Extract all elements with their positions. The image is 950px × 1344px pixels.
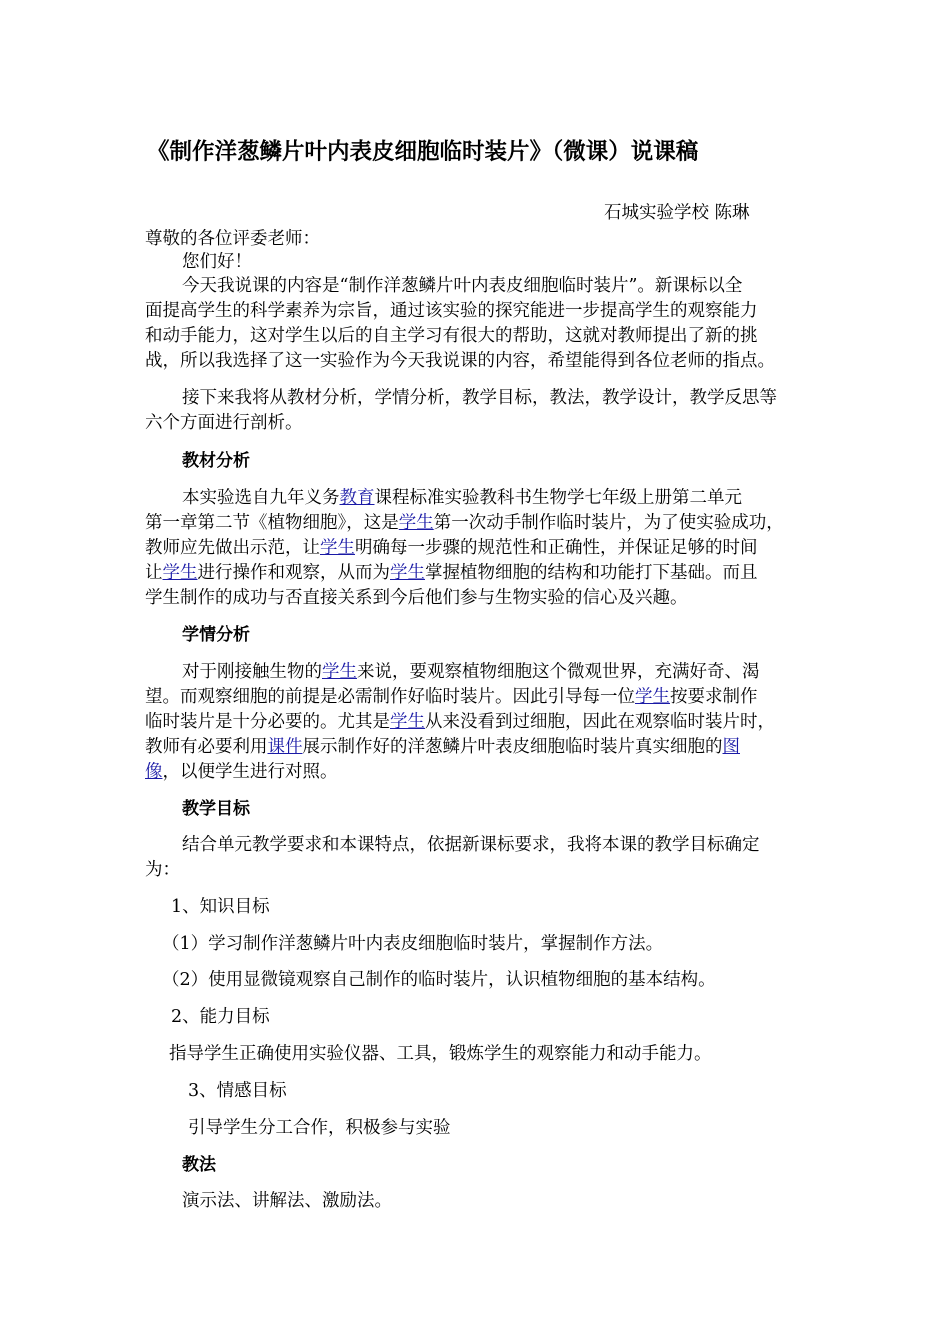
- author-line: 石城实验学校 陈琳: [604, 203, 750, 223]
- text-span: 课程标准实验教科书生物学七年级上册第二单元: [374, 488, 742, 508]
- section-heading-learner: 学情分析: [182, 625, 250, 645]
- link-student[interactable]: 学生: [398, 513, 434, 533]
- emotion-goal-heading: 3、情感目标: [188, 1081, 287, 1101]
- text-span: 第一章第二节《植物细胞》，这是: [145, 513, 399, 533]
- text-span: 展示制作好的洋葱鳞片叶表皮细胞临时装片真实细胞的: [302, 737, 723, 757]
- knowledge-goal-2: （2）使用显微镜观察自己制作的临时装片，认识植物细胞的基本结构。: [162, 970, 716, 990]
- link-student[interactable]: 学生: [322, 662, 357, 682]
- text-span: 望。而观察细胞的前提是必需制作好临时装片。因此引导每一位: [145, 687, 635, 707]
- link-image[interactable]: 图: [722, 737, 740, 757]
- sec1-line-3: [145, 537, 758, 559]
- sec1-line-1: [182, 487, 742, 509]
- emotion-goal-1: 引导学生分工合作，积极参与实验: [188, 1118, 451, 1138]
- intro-line-2: 面提高学生的科学素养为宗旨，通过该实验的探究能进一步提高学生的观察能力: [145, 301, 758, 321]
- section-heading-textbook: 教材分析: [182, 451, 250, 471]
- text-span: 本实验选自九年义务: [182, 488, 340, 508]
- sec1-line-4: [145, 562, 758, 584]
- link-student[interactable]: 学生: [390, 563, 425, 583]
- text-span: 临时装片是十分必要的。尤其是: [145, 712, 390, 732]
- text-span: 按要求制作: [670, 687, 758, 707]
- link-education[interactable]: 教育: [339, 488, 375, 508]
- sec2-line-3: [145, 711, 775, 733]
- sec2-line-1: [182, 661, 760, 683]
- section-heading-objectives: 教学目标: [182, 799, 250, 819]
- sec1-line-5: 学生制作的成功与否直接关系到今后他们参与生物实验的信心及兴趣。: [145, 588, 688, 608]
- section-heading-method: 教法: [182, 1155, 216, 1175]
- text-span: 掌握植物细胞的结构和功能打下基础。而且: [425, 563, 758, 583]
- link-courseware[interactable]: 课件: [267, 737, 303, 757]
- text-span: 进行操作和观察，从而为: [197, 563, 390, 583]
- outline-line-2: 六个方面进行剖析。: [145, 413, 303, 433]
- intro-line-1: 今天我说课的内容是“制作洋葱鳞片叶内表皮细胞临时装片”。新课标以全: [182, 276, 743, 296]
- sec3-line-1: 结合单元教学要求和本课特点，依据新课标要求，我将本课的教学目标确定: [182, 835, 760, 855]
- link-student[interactable]: 学生: [320, 538, 355, 558]
- text-span: ，以便学生进行对照。: [162, 762, 338, 782]
- sec2-line-5: [145, 761, 338, 783]
- text-span: 教师有必要利用: [145, 737, 268, 757]
- greeting: 尊敬的各位评委老师：: [145, 229, 320, 249]
- link-student[interactable]: 学生: [390, 712, 425, 732]
- sec1-line-2: [145, 512, 784, 534]
- hello: 您们好！: [182, 252, 252, 272]
- text-span: 来说，要观察植物细胞这个微观世界，充满好奇、渴: [357, 662, 760, 682]
- method-line-1: 演示法、讲解法、激励法。: [182, 1191, 392, 1211]
- intro-line-3: 和动手能力，这对学生以后的自主学习有很大的帮助，这就对教师提出了新的挑: [145, 326, 758, 346]
- ability-goal-heading: 2、能力目标: [171, 1007, 270, 1027]
- page-title: 《制作洋葱鳞片叶内表皮细胞临时装片》（微课）说课稿: [147, 139, 699, 165]
- text-span: 第一次动手制作临时装片，为了使实验成功，: [433, 513, 784, 533]
- link-image[interactable]: 像: [145, 762, 163, 782]
- intro-line-4: 战，所以我选择了这一实验作为今天我说课的内容，希望能得到各位老师的指点。: [145, 351, 775, 371]
- text-span: 教师应先做出示范，让: [145, 538, 320, 558]
- link-student[interactable]: 学生: [635, 687, 670, 707]
- text-span: 对于刚接触生物的: [182, 662, 322, 682]
- link-student[interactable]: 学生: [162, 563, 198, 583]
- text-span: 让: [145, 563, 163, 583]
- outline-line-1: 接下来我将从教材分析，学情分析，教学目标，教法，教学设计，教学反思等: [182, 388, 777, 408]
- sec2-line-4: [145, 736, 740, 758]
- sec2-line-2: [145, 686, 758, 708]
- knowledge-goal-heading: 1、知识目标: [171, 897, 270, 917]
- ability-goal-1: 指导学生正确使用实验仪器、工具，锻炼学生的观察能力和动手能力。: [169, 1044, 712, 1064]
- text-span: 明确每一步骤的规范性和正确性，并保证足够的时间: [355, 538, 758, 558]
- sec3-line-2: 为：: [145, 860, 180, 880]
- text-span: 从来没看到过细胞，因此在观察临时装片时，: [425, 712, 775, 732]
- knowledge-goal-1: （1）学习制作洋葱鳞片叶内表皮细胞临时装片，掌握制作方法。: [162, 934, 664, 954]
